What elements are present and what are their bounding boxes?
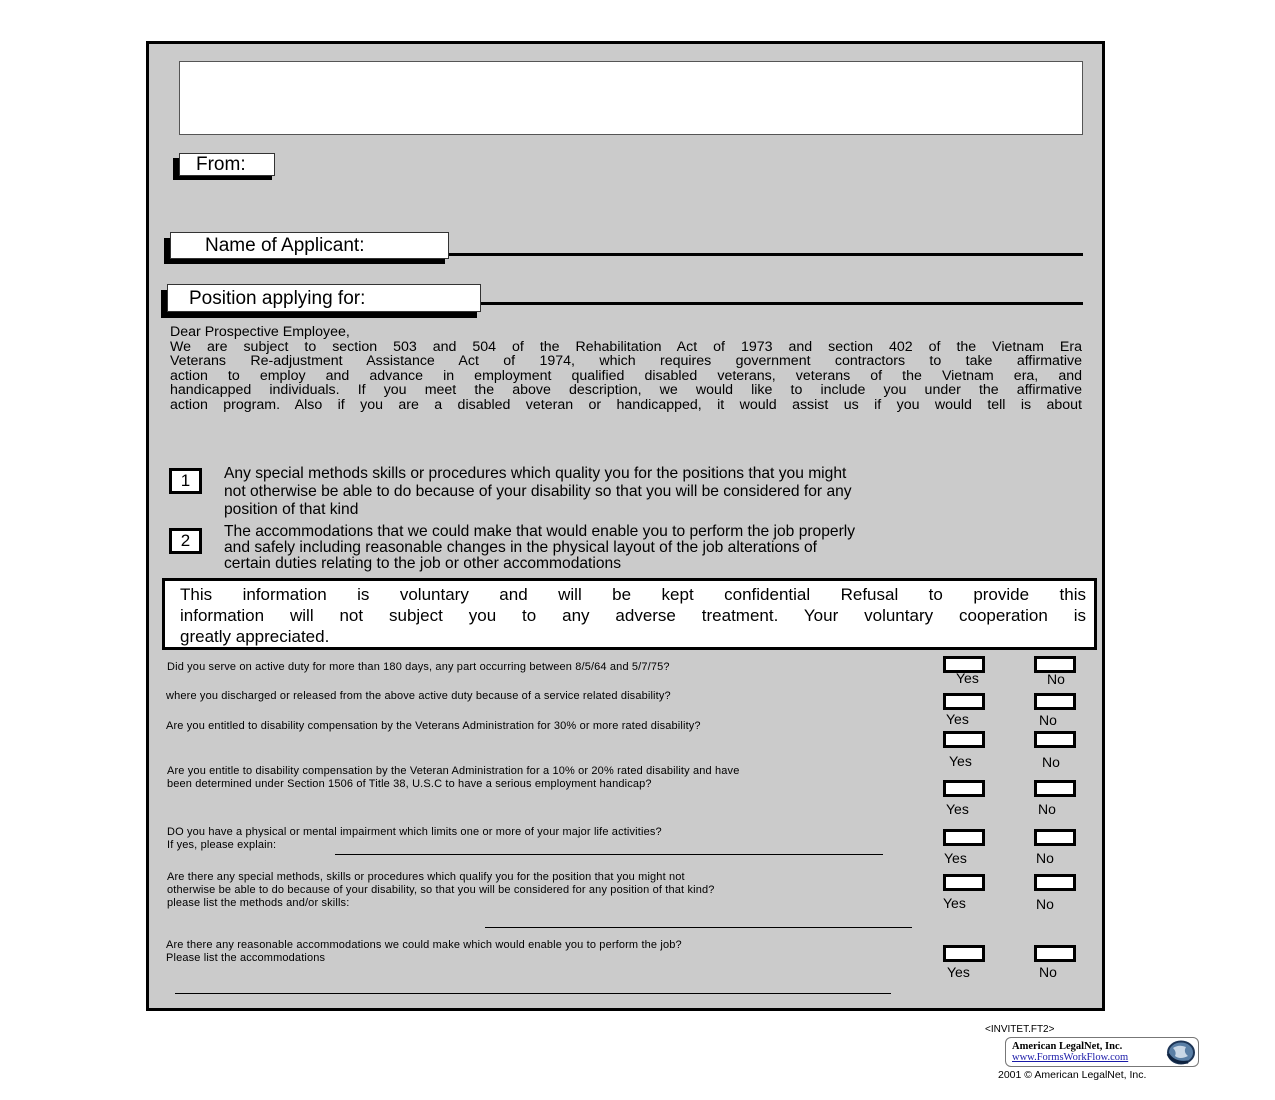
q6-yes-checkbox[interactable]: [943, 874, 985, 891]
q5-yes-checkbox[interactable]: [943, 829, 985, 846]
q7-no-label: No: [1039, 964, 1057, 980]
question-text: DO you have a physical or mental impairment which limits one or more of your major life activities?: [167, 826, 662, 838]
question-3: [166, 720, 701, 733]
item-2-text: [224, 524, 1084, 572]
question-1: [167, 661, 670, 674]
question-text: Please list the accommodations: [166, 952, 326, 964]
voluntary-notice: [162, 578, 1097, 650]
q4-no-checkbox[interactable]: [1034, 780, 1076, 797]
salutation: Dear Prospective Employee,: [170, 324, 350, 340]
position-applying-field[interactable]: [481, 302, 1083, 305]
letter-line: We are subject to section 503 and 504 of the Rehabilitation Act of 1973 and section 402 of the Vietnam Era: [170, 338, 1082, 355]
item-line: Any special methods skills or procedures which quality you for the positions that you might: [224, 465, 847, 482]
item-number-text: 1: [180, 471, 191, 490]
question-4: [167, 765, 739, 791]
q3-no-label: No: [1042, 754, 1060, 770]
q6-methods-field[interactable]: [485, 927, 912, 928]
item-line: The accommodations that we could make that would enable you to perform the job properly: [224, 523, 856, 540]
company-url-link[interactable]: www.FormsWorkFlow.com: [1012, 1052, 1129, 1063]
letter-line: action to employ and advance in employment qualified disabled veterans, veterans of the Vietnam era, and: [170, 367, 1082, 384]
question-5: [167, 826, 662, 852]
q4-no-label: No: [1038, 801, 1056, 817]
q1-yes-label: Yes: [956, 670, 979, 686]
header-input-box[interactable]: [179, 61, 1083, 135]
question-6: [167, 871, 715, 910]
q4-yes-checkbox[interactable]: [943, 780, 985, 797]
item-number-1: [169, 468, 202, 494]
question-text: Are there any special methods, skills or procedures which qualify you for the position that you might not: [167, 871, 685, 883]
question-text: where you discharged or released from the above active duty because of a service related disability?: [166, 690, 671, 702]
letter-line: handicapped individuals. If you meet the above description, we would like to include you under the affirmative: [170, 382, 1082, 399]
q3-yes-checkbox[interactable]: [943, 731, 985, 748]
q6-no-checkbox[interactable]: [1034, 874, 1076, 891]
item-number-2: [169, 528, 202, 554]
item-line: and safely including reasonable changes in the physical layout of the job alterations of: [224, 539, 817, 556]
item-line: not otherwise be able to do because of your disability so that you will be considered for any: [224, 483, 852, 500]
company-name: American LegalNet, Inc.: [1012, 1041, 1123, 1052]
q2-yes-label: Yes: [946, 711, 969, 727]
item-line: position of that kind: [224, 501, 359, 518]
item-line: certain duties relating to the job or other accommodations: [224, 555, 621, 572]
notice-line: This information is voluntary and will be kept confidential Refusal to provide this: [180, 585, 1086, 604]
question-7: [166, 939, 682, 965]
form-code: <INVITET.FT2>: [985, 1024, 1055, 1035]
letter-line: action program. Also if you are a disabled veteran or handicapped, it would assist us if you would tell is about: [170, 396, 1082, 413]
q2-no-checkbox[interactable]: [1034, 693, 1076, 710]
question-text: Are you entitle to disability compensation by the Veteran Administration for a 10% or 20% rated disability and have: [167, 765, 740, 777]
q6-no-label: No: [1036, 896, 1054, 912]
q3-no-checkbox[interactable]: [1034, 731, 1076, 748]
question-text: Are there any reasonable accommodations we could make which would enable you to perform the job?: [166, 939, 682, 951]
position-applying-label: [167, 284, 481, 312]
question-text: Did you serve on active duty for more than 180 days, any part occurring between 8/5/64 and 5/7/75?: [167, 661, 670, 673]
q7-yes-label: Yes: [947, 964, 970, 980]
globe-icon: [1164, 1040, 1196, 1065]
name-label-text: Name of Applicant:: [205, 235, 365, 256]
name-of-applicant-field[interactable]: [449, 253, 1083, 256]
item-1-text: [224, 465, 1084, 519]
q6-yes-label: Yes: [943, 895, 966, 911]
company-logo-badge[interactable]: [1005, 1037, 1199, 1067]
from-label-text: From:: [196, 154, 246, 175]
q3-yes-label: Yes: [949, 753, 972, 769]
q4-yes-label: Yes: [946, 801, 969, 817]
question-text: been determined under Section 1506 of Title 38, U.S.C to have a serious employment handicap?: [167, 778, 652, 790]
notice-line: information will not subject you to any adverse treatment. Your voluntary cooperation is: [180, 606, 1086, 625]
q2-yes-checkbox[interactable]: [943, 693, 985, 710]
question-text: If yes, please explain:: [167, 839, 277, 851]
letter-line: Veterans Re-adjustment Assistance Act of 1974, which requires government contractors to take affirmative: [170, 353, 1082, 370]
question-text: please list the methods and/or skills:: [167, 897, 350, 909]
q5-no-label: No: [1036, 850, 1054, 866]
position-label-text: Position applying for:: [189, 287, 366, 309]
copyright: 2001 © American LegalNet, Inc.: [998, 1069, 1147, 1081]
question-text: otherwise be able to do because of your disability, so that you will be considered for any position of that kind?: [167, 884, 715, 896]
q7-no-checkbox[interactable]: [1034, 945, 1076, 962]
name-of-applicant-label: [170, 232, 449, 259]
cover-letter: [170, 325, 1082, 413]
q7-yes-checkbox[interactable]: [943, 945, 985, 962]
question-text: Are you entitled to disability compensation by the Veterans Administration for 30% or more rated disability?: [166, 720, 701, 732]
q5-yes-label: Yes: [944, 850, 967, 866]
question-2: [166, 690, 671, 703]
q1-no-label: No: [1047, 671, 1065, 687]
item-number-text: 2: [180, 531, 191, 550]
q2-no-label: No: [1039, 712, 1057, 728]
from-label: [179, 153, 275, 176]
q7-accommodations-field[interactable]: [175, 993, 891, 994]
q5-no-checkbox[interactable]: [1034, 829, 1076, 846]
q5-explain-field[interactable]: [335, 854, 883, 855]
notice-line: greatly appreciated.: [180, 627, 330, 646]
